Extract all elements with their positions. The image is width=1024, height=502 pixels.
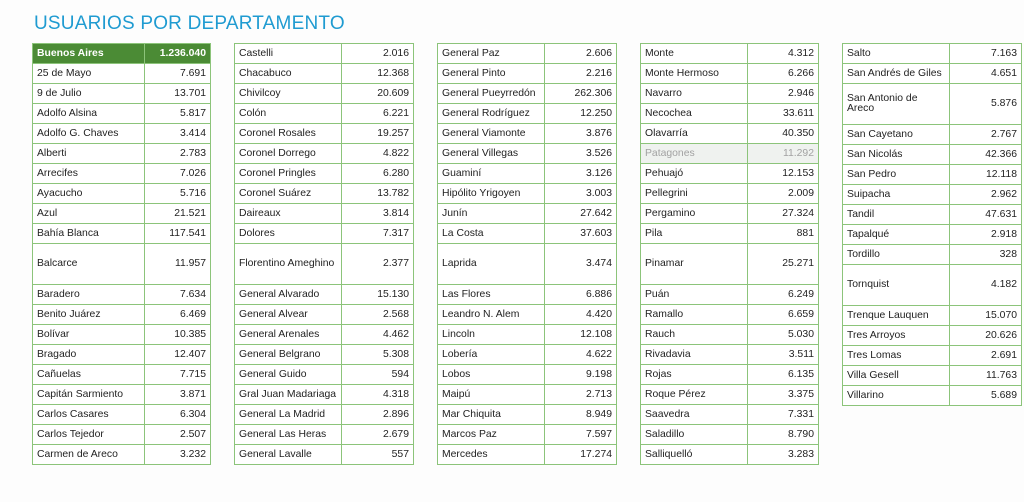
user-count: 3.414 bbox=[145, 124, 211, 144]
department-name: General Guido bbox=[235, 365, 342, 385]
department-name: Guaminí bbox=[438, 164, 545, 184]
user-count: 12.118 bbox=[950, 165, 1022, 185]
table-row bbox=[438, 44, 617, 64]
department-name: Carlos Tejedor bbox=[33, 425, 145, 445]
table-row bbox=[33, 204, 211, 224]
table-row bbox=[33, 224, 211, 244]
table-row bbox=[33, 305, 211, 325]
department-name: Trenque Lauquen bbox=[843, 306, 950, 326]
user-count: 881 bbox=[748, 224, 819, 244]
department-name: Pellegrini bbox=[641, 184, 748, 204]
department-name: Tres Arroyos bbox=[843, 326, 950, 346]
department-name: 9 de Julio bbox=[33, 84, 145, 104]
user-count: 4.420 bbox=[545, 305, 617, 325]
table-row bbox=[438, 305, 617, 325]
user-count: 2.962 bbox=[950, 185, 1022, 205]
user-count: 12.368 bbox=[342, 64, 414, 84]
user-count: 27.324 bbox=[748, 204, 819, 224]
table-row bbox=[438, 425, 617, 445]
table-row bbox=[235, 285, 414, 305]
department-name: Laprida bbox=[438, 244, 545, 285]
department-name: Capitán Sarmiento bbox=[33, 385, 145, 405]
user-count: 3.814 bbox=[342, 204, 414, 224]
department-name: General Alvarado bbox=[235, 285, 342, 305]
table-row bbox=[641, 244, 819, 285]
department-name: Castelli bbox=[235, 44, 342, 64]
table-row bbox=[438, 104, 617, 124]
user-count: 3.511 bbox=[748, 345, 819, 365]
department-name: Balcarce bbox=[33, 244, 145, 285]
user-count: 37.603 bbox=[545, 224, 617, 244]
user-count: 3.232 bbox=[145, 445, 211, 465]
department-name: Arrecifes bbox=[33, 164, 145, 184]
table-row bbox=[641, 84, 819, 104]
user-count: 2.216 bbox=[545, 64, 617, 84]
user-count: 3.876 bbox=[545, 124, 617, 144]
user-count: 2.713 bbox=[545, 385, 617, 405]
department-name: Saavedra bbox=[641, 405, 748, 425]
user-count: 12.108 bbox=[545, 325, 617, 345]
user-count: 11.763 bbox=[950, 366, 1022, 386]
user-count: 42.366 bbox=[950, 145, 1022, 165]
table-row bbox=[641, 345, 819, 365]
user-count: 13.701 bbox=[145, 84, 211, 104]
table-row bbox=[33, 124, 211, 144]
table-row bbox=[641, 405, 819, 425]
department-name: San Nicolás bbox=[843, 145, 950, 165]
user-count: 25.271 bbox=[748, 244, 819, 285]
department-name: Leandro N. Alem bbox=[438, 305, 545, 325]
department-name: Coronel Dorrego bbox=[235, 144, 342, 164]
department-name: Azul bbox=[33, 204, 145, 224]
user-count: 4.462 bbox=[342, 325, 414, 345]
department-name: General Viamonte bbox=[438, 124, 545, 144]
user-count: 11.292 bbox=[748, 144, 819, 164]
user-count: 17.274 bbox=[545, 445, 617, 465]
user-count: 5.030 bbox=[748, 325, 819, 345]
department-name: Monte Hermoso bbox=[641, 64, 748, 84]
table-row bbox=[235, 385, 414, 405]
user-count: 11.957 bbox=[145, 244, 211, 285]
user-count: 4.622 bbox=[545, 345, 617, 365]
department-name: Puán bbox=[641, 285, 748, 305]
department-table-4 bbox=[640, 43, 819, 465]
table-row bbox=[235, 184, 414, 204]
department-name: Ayacucho bbox=[33, 184, 145, 204]
department-name: Alberti bbox=[33, 144, 145, 164]
table-row bbox=[235, 305, 414, 325]
department-table-5 bbox=[842, 43, 1022, 406]
table-row bbox=[235, 325, 414, 345]
department-name: Tapalqué bbox=[843, 225, 950, 245]
department-name: General Las Heras bbox=[235, 425, 342, 445]
table-row bbox=[33, 345, 211, 365]
department-name: Bahía Blanca bbox=[33, 224, 145, 244]
department-name: Coronel Suárez bbox=[235, 184, 342, 204]
user-count: 3.003 bbox=[545, 184, 617, 204]
department-name: Suipacha bbox=[843, 185, 950, 205]
department-table-2 bbox=[234, 43, 414, 465]
department-name: Olavarría bbox=[641, 124, 748, 144]
user-count: 15.070 bbox=[950, 306, 1022, 326]
department-name: Dolores bbox=[235, 224, 342, 244]
user-count: 4.312 bbox=[748, 44, 819, 64]
department-name: Saladillo bbox=[641, 425, 748, 445]
table-row bbox=[641, 44, 819, 64]
department-name: Pehuajó bbox=[641, 164, 748, 184]
table-row bbox=[438, 244, 617, 285]
table-row bbox=[235, 405, 414, 425]
table-row bbox=[33, 64, 211, 84]
table-row bbox=[235, 244, 414, 285]
user-count: 5.876 bbox=[950, 84, 1022, 125]
department-name: General Paz bbox=[438, 44, 545, 64]
department-name: Pila bbox=[641, 224, 748, 244]
user-count: 2.767 bbox=[950, 125, 1022, 145]
user-count: 4.651 bbox=[950, 64, 1022, 84]
department-name: General Arenales bbox=[235, 325, 342, 345]
user-count: 9.198 bbox=[545, 365, 617, 385]
department-name: Lobería bbox=[438, 345, 545, 365]
user-count: 6.221 bbox=[342, 104, 414, 124]
user-count: 7.597 bbox=[545, 425, 617, 445]
table-row bbox=[438, 365, 617, 385]
table-row bbox=[235, 224, 414, 244]
user-count: 3.283 bbox=[748, 445, 819, 465]
table-row bbox=[235, 124, 414, 144]
user-count: 7.026 bbox=[145, 164, 211, 184]
table-row bbox=[641, 164, 819, 184]
table-row bbox=[33, 44, 211, 64]
department-name: Las Flores bbox=[438, 285, 545, 305]
department-name: Patagones bbox=[641, 144, 748, 164]
department-name: Marcos Paz bbox=[438, 425, 545, 445]
department-name: Coronel Pringles bbox=[235, 164, 342, 184]
department-name: Necochea bbox=[641, 104, 748, 124]
user-count: 6.135 bbox=[748, 365, 819, 385]
department-name: Carlos Casares bbox=[33, 405, 145, 425]
table-row bbox=[33, 405, 211, 425]
user-count: 3.375 bbox=[748, 385, 819, 405]
department-name: General Villegas bbox=[438, 144, 545, 164]
table-row bbox=[843, 366, 1022, 386]
user-count: 6.469 bbox=[145, 305, 211, 325]
department-name: Villa Gesell bbox=[843, 366, 950, 386]
table-row bbox=[438, 64, 617, 84]
table-row bbox=[33, 385, 211, 405]
table-row bbox=[641, 385, 819, 405]
department-name: Tres Lomas bbox=[843, 346, 950, 366]
department-name: Salliquelló bbox=[641, 445, 748, 465]
user-count: 8.949 bbox=[545, 405, 617, 425]
table-row bbox=[438, 84, 617, 104]
department-name: Cañuelas bbox=[33, 365, 145, 385]
table-row bbox=[235, 64, 414, 84]
department-name: Daireaux bbox=[235, 204, 342, 224]
table-row bbox=[438, 224, 617, 244]
department-name: San Cayetano bbox=[843, 125, 950, 145]
table-row bbox=[641, 124, 819, 144]
table-row bbox=[438, 164, 617, 184]
table-row bbox=[641, 204, 819, 224]
table-row bbox=[235, 84, 414, 104]
user-count: 6.280 bbox=[342, 164, 414, 184]
table-row bbox=[843, 84, 1022, 125]
department-name: Rojas bbox=[641, 365, 748, 385]
table-row bbox=[438, 204, 617, 224]
table-row bbox=[33, 325, 211, 345]
user-count: 13.782 bbox=[342, 184, 414, 204]
user-count: 5.308 bbox=[342, 345, 414, 365]
table-row bbox=[438, 144, 617, 164]
table-row bbox=[33, 164, 211, 184]
table-row bbox=[438, 385, 617, 405]
department-name: Gral Juan Madariaga bbox=[235, 385, 342, 405]
department-name: Tornquist bbox=[843, 265, 950, 306]
department-name: Bolívar bbox=[33, 325, 145, 345]
user-count: 3.871 bbox=[145, 385, 211, 405]
table-row bbox=[641, 425, 819, 445]
user-count: 15.130 bbox=[342, 285, 414, 305]
department-name: Baradero bbox=[33, 285, 145, 305]
table-row bbox=[438, 325, 617, 345]
user-count: 7.331 bbox=[748, 405, 819, 425]
user-count: 2.691 bbox=[950, 346, 1022, 366]
user-count: 117.541 bbox=[145, 224, 211, 244]
user-count: 4.822 bbox=[342, 144, 414, 164]
department-name: San Andrés de Giles bbox=[843, 64, 950, 84]
table-row bbox=[33, 144, 211, 164]
department-table-3 bbox=[437, 43, 617, 465]
user-count: 2.568 bbox=[342, 305, 414, 325]
user-count: 5.689 bbox=[950, 386, 1022, 406]
department-name: Carmen de Areco bbox=[33, 445, 145, 465]
table-row bbox=[843, 165, 1022, 185]
table-row bbox=[843, 225, 1022, 245]
department-name: Colón bbox=[235, 104, 342, 124]
department-name: General Pinto bbox=[438, 64, 545, 84]
user-count: 4.182 bbox=[950, 265, 1022, 306]
department-name: Pinamar bbox=[641, 244, 748, 285]
table-row bbox=[641, 305, 819, 325]
page-title: USUARIOS POR DEPARTAMENTO bbox=[34, 13, 345, 34]
department-name: General Pueyrredón bbox=[438, 84, 545, 104]
user-count: 594 bbox=[342, 365, 414, 385]
department-name: Ramallo bbox=[641, 305, 748, 325]
department-name: Rivadavia bbox=[641, 345, 748, 365]
table-row bbox=[641, 144, 819, 164]
user-count: 2.783 bbox=[145, 144, 211, 164]
user-count: 2.377 bbox=[342, 244, 414, 285]
table-row bbox=[235, 345, 414, 365]
department-name: Junín bbox=[438, 204, 545, 224]
user-count: 5.716 bbox=[145, 184, 211, 204]
department-name: San Pedro bbox=[843, 165, 950, 185]
table-row bbox=[843, 125, 1022, 145]
user-count: 12.250 bbox=[545, 104, 617, 124]
user-count: 6.266 bbox=[748, 64, 819, 84]
department-name: Rauch bbox=[641, 325, 748, 345]
table-row bbox=[235, 104, 414, 124]
table-row bbox=[33, 104, 211, 124]
user-count: 557 bbox=[342, 445, 414, 465]
user-count: 7.691 bbox=[145, 64, 211, 84]
department-name: Tandil bbox=[843, 205, 950, 225]
user-count: 4.318 bbox=[342, 385, 414, 405]
department-name: Buenos Aires bbox=[33, 44, 145, 64]
department-name: Pergamino bbox=[641, 204, 748, 224]
department-name: Hipólito Yrigoyen bbox=[438, 184, 545, 204]
table-row bbox=[33, 425, 211, 445]
department-name: Roque Pérez bbox=[641, 385, 748, 405]
user-count: 21.521 bbox=[145, 204, 211, 224]
table-row bbox=[641, 445, 819, 465]
table-row bbox=[843, 245, 1022, 265]
department-name: Villarino bbox=[843, 386, 950, 406]
table-row bbox=[843, 346, 1022, 366]
user-count: 6.659 bbox=[748, 305, 819, 325]
table-row bbox=[843, 205, 1022, 225]
user-count: 3.126 bbox=[545, 164, 617, 184]
table-row bbox=[843, 386, 1022, 406]
table-row bbox=[641, 365, 819, 385]
table-row bbox=[235, 44, 414, 64]
user-count: 7.317 bbox=[342, 224, 414, 244]
table-row bbox=[438, 405, 617, 425]
user-count: 20.626 bbox=[950, 326, 1022, 346]
user-count: 10.385 bbox=[145, 325, 211, 345]
table-row bbox=[843, 185, 1022, 205]
user-count: 1.236.040 bbox=[145, 44, 211, 64]
user-count: 2.009 bbox=[748, 184, 819, 204]
table-row bbox=[641, 64, 819, 84]
table-row bbox=[438, 184, 617, 204]
department-name: Maipú bbox=[438, 385, 545, 405]
user-count: 6.249 bbox=[748, 285, 819, 305]
department-name: Adolfo Alsina bbox=[33, 104, 145, 124]
table-row bbox=[843, 265, 1022, 306]
user-count: 12.407 bbox=[145, 345, 211, 365]
department-name: La Costa bbox=[438, 224, 545, 244]
table-row bbox=[641, 104, 819, 124]
department-name: General Lavalle bbox=[235, 445, 342, 465]
user-count: 27.642 bbox=[545, 204, 617, 224]
department-name: San Antonio de Areco bbox=[843, 84, 950, 125]
table-row bbox=[843, 306, 1022, 326]
department-name: 25 de Mayo bbox=[33, 64, 145, 84]
table-row bbox=[843, 64, 1022, 84]
department-name: Benito Juárez bbox=[33, 305, 145, 325]
user-count: 5.817 bbox=[145, 104, 211, 124]
user-count: 12.153 bbox=[748, 164, 819, 184]
department-name: Mar Chiquita bbox=[438, 405, 545, 425]
table-row bbox=[33, 285, 211, 305]
department-name: General La Madrid bbox=[235, 405, 342, 425]
user-count: 3.526 bbox=[545, 144, 617, 164]
table-row bbox=[641, 325, 819, 345]
user-count: 2.946 bbox=[748, 84, 819, 104]
user-count: 2.896 bbox=[342, 405, 414, 425]
table-row bbox=[33, 244, 211, 285]
table-row bbox=[843, 44, 1022, 64]
user-count: 40.350 bbox=[748, 124, 819, 144]
table-row bbox=[438, 285, 617, 305]
department-name: Coronel Rosales bbox=[235, 124, 342, 144]
department-name: General Rodríguez bbox=[438, 104, 545, 124]
user-count: 7.163 bbox=[950, 44, 1022, 64]
user-count: 328 bbox=[950, 245, 1022, 265]
table-row bbox=[33, 445, 211, 465]
department-name: Lobos bbox=[438, 365, 545, 385]
department-name: Lincoln bbox=[438, 325, 545, 345]
table-row bbox=[641, 285, 819, 305]
user-count: 2.507 bbox=[145, 425, 211, 445]
user-count: 20.609 bbox=[342, 84, 414, 104]
table-row bbox=[641, 224, 819, 244]
table-row bbox=[235, 204, 414, 224]
department-name: Monte bbox=[641, 44, 748, 64]
user-count: 3.474 bbox=[545, 244, 617, 285]
table-row bbox=[843, 326, 1022, 346]
table-row bbox=[438, 445, 617, 465]
department-name: General Belgrano bbox=[235, 345, 342, 365]
department-name: Salto bbox=[843, 44, 950, 64]
department-name: Navarro bbox=[641, 84, 748, 104]
table-row bbox=[33, 84, 211, 104]
department-name: General Alvear bbox=[235, 305, 342, 325]
table-row bbox=[33, 365, 211, 385]
user-count: 6.886 bbox=[545, 285, 617, 305]
table-row bbox=[235, 425, 414, 445]
table-row bbox=[235, 164, 414, 184]
department-name: Chivilcoy bbox=[235, 84, 342, 104]
table-row bbox=[843, 145, 1022, 165]
department-name: Chacabuco bbox=[235, 64, 342, 84]
department-name: Florentino Ameghino bbox=[235, 244, 342, 285]
table-row bbox=[33, 184, 211, 204]
user-count: 262.306 bbox=[545, 84, 617, 104]
table-row bbox=[641, 184, 819, 204]
table-row bbox=[235, 144, 414, 164]
table-row bbox=[438, 345, 617, 365]
user-count: 47.631 bbox=[950, 205, 1022, 225]
department-name: Adolfo G. Chaves bbox=[33, 124, 145, 144]
department-table-1 bbox=[32, 43, 211, 465]
table-row bbox=[438, 124, 617, 144]
user-count: 2.016 bbox=[342, 44, 414, 64]
user-count: 8.790 bbox=[748, 425, 819, 445]
user-count: 2.918 bbox=[950, 225, 1022, 245]
user-count: 7.715 bbox=[145, 365, 211, 385]
department-name: Mercedes bbox=[438, 445, 545, 465]
user-count: 19.257 bbox=[342, 124, 414, 144]
user-count: 33.611 bbox=[748, 104, 819, 124]
user-count: 2.679 bbox=[342, 425, 414, 445]
user-count: 6.304 bbox=[145, 405, 211, 425]
table-row bbox=[235, 365, 414, 385]
department-name: Tordillo bbox=[843, 245, 950, 265]
user-count: 2.606 bbox=[545, 44, 617, 64]
table-row bbox=[235, 445, 414, 465]
department-name: Bragado bbox=[33, 345, 145, 365]
user-count: 7.634 bbox=[145, 285, 211, 305]
